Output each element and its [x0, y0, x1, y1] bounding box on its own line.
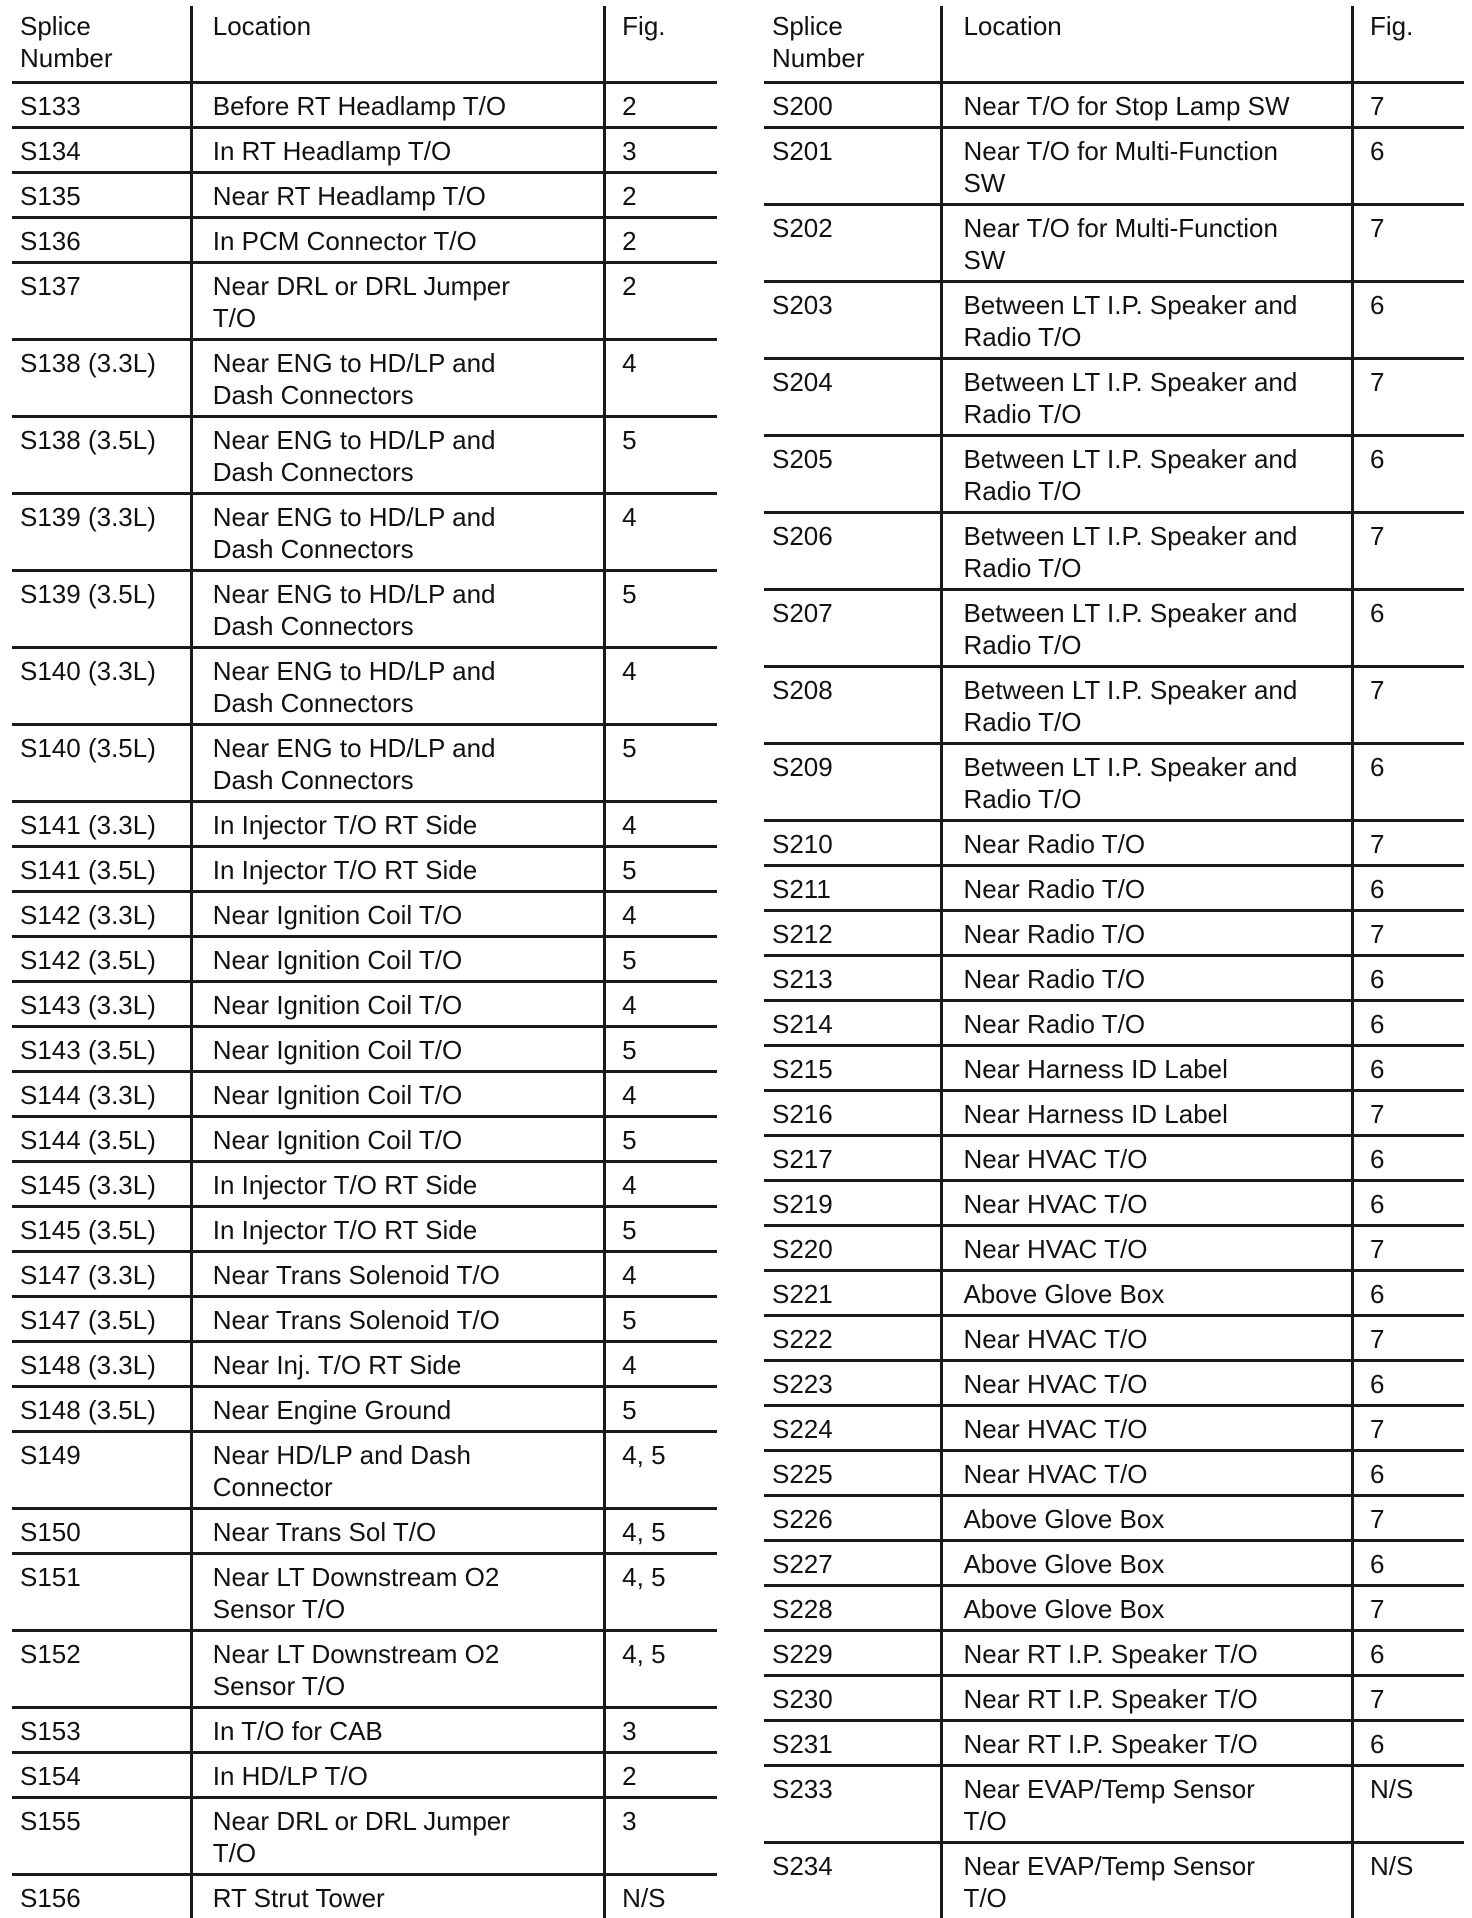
- fig-cell: 4, 5: [605, 1630, 717, 1707]
- splice-number-cell: S145 (3.3L): [12, 1161, 191, 1206]
- splice-number-cell: S229: [764, 1630, 942, 1675]
- fig-cell: 3: [605, 1707, 717, 1752]
- splice-number-cell: S143 (3.5L): [12, 1026, 191, 1071]
- splice-number-cell: S208: [764, 666, 942, 743]
- table-row: [12, 217, 717, 262]
- fig-cell: 6: [1352, 955, 1464, 1000]
- splice-number-cell: S151: [12, 1553, 191, 1630]
- table-row: [764, 1360, 1464, 1405]
- fig-cell: 7: [1352, 204, 1464, 281]
- splice-table-left: [12, 6, 717, 1918]
- table-row: [12, 339, 717, 416]
- fig-cell: 4, 5: [605, 1553, 717, 1630]
- table-row: [12, 1386, 717, 1431]
- location-cell: Near Ignition Coil T/O: [191, 936, 604, 981]
- fig-cell: 4: [605, 981, 717, 1026]
- splice-number-cell: S135: [12, 172, 191, 217]
- table-row: [764, 910, 1464, 955]
- table-row: [12, 1026, 717, 1071]
- fig-cell: 4: [605, 647, 717, 724]
- table-row: [764, 1630, 1464, 1675]
- location-cell: Above Glove Box: [942, 1540, 1353, 1585]
- fig-cell: 5: [605, 1026, 717, 1071]
- location-cell: Near HVAC T/O: [942, 1360, 1353, 1405]
- location-cell: Between LT I.P. Speaker and Radio T/O: [942, 358, 1353, 435]
- fig-cell: 7: [1352, 82, 1464, 127]
- location-cell: Near LT Downstream O2 Sensor T/O: [191, 1553, 604, 1630]
- location-cell: Near Radio T/O: [942, 820, 1353, 865]
- table-row: [764, 1495, 1464, 1540]
- splice-number-cell: S205: [764, 435, 942, 512]
- location-cell: Above Glove Box: [942, 1585, 1353, 1630]
- splice-number-cell: S230: [764, 1675, 942, 1720]
- fig-cell: 2: [605, 262, 717, 339]
- location-cell: Near Radio T/O: [942, 955, 1353, 1000]
- location-cell: Near T/O for Multi-Function SW: [942, 204, 1353, 281]
- splice-number-cell: S137: [12, 262, 191, 339]
- table-row: [764, 1585, 1464, 1630]
- fig-cell: 7: [1352, 1225, 1464, 1270]
- fig-cell: 6: [1352, 865, 1464, 910]
- fig-cell: 7: [1352, 910, 1464, 955]
- table-row: [12, 1116, 717, 1161]
- splice-number-cell: S202: [764, 204, 942, 281]
- splice-number-cell: S207: [764, 589, 942, 666]
- fig-cell: 2: [605, 217, 717, 262]
- table-row: [12, 1431, 717, 1508]
- table-row: [764, 1720, 1464, 1765]
- table-row: [12, 127, 717, 172]
- fig-cell: 7: [1352, 1495, 1464, 1540]
- splice-number-cell: S224: [764, 1405, 942, 1450]
- fig-cell: 4: [605, 1341, 717, 1386]
- splice-number-cell: S221: [764, 1270, 942, 1315]
- location-cell: Between LT I.P. Speaker and Radio T/O: [942, 589, 1353, 666]
- table-row: [12, 1341, 717, 1386]
- fig-cell: 2: [605, 172, 717, 217]
- header-fig: Fig.: [1352, 6, 1464, 82]
- splice-number-cell: S142 (3.5L): [12, 936, 191, 981]
- splice-number-cell: S134: [12, 127, 191, 172]
- splice-number-cell: S217: [764, 1135, 942, 1180]
- header-splice-number: Splice Number: [12, 6, 191, 82]
- splice-number-cell: S141 (3.5L): [12, 846, 191, 891]
- table-row: [12, 1071, 717, 1116]
- fig-cell: 6: [1352, 127, 1464, 204]
- splice-number-cell: S155: [12, 1797, 191, 1874]
- location-cell: Near HVAC T/O: [942, 1135, 1353, 1180]
- fig-cell: 5: [605, 936, 717, 981]
- header-location: Location: [942, 6, 1353, 82]
- table-row: [764, 865, 1464, 910]
- location-cell: Between LT I.P. Speaker and Radio T/O: [942, 281, 1353, 358]
- splice-number-cell: S206: [764, 512, 942, 589]
- location-cell: Near Ignition Coil T/O: [191, 1026, 604, 1071]
- table-row: [764, 204, 1464, 281]
- splice-number-cell: S233: [764, 1765, 942, 1842]
- splice-table-left-body: [12, 82, 717, 1918]
- fig-cell: 5: [605, 570, 717, 647]
- location-cell: Near HD/LP and Dash Connector: [191, 1431, 604, 1508]
- splice-number-cell: S139 (3.5L): [12, 570, 191, 647]
- table-row: [12, 1797, 717, 1874]
- location-cell: Near DRL or DRL Jumper T/O: [191, 1797, 604, 1874]
- table-row: [764, 1675, 1464, 1720]
- location-cell: Near DRL or DRL Jumper T/O: [191, 262, 604, 339]
- table-header-row: [764, 6, 1464, 82]
- fig-cell: 6: [1352, 743, 1464, 820]
- location-cell: Near Ignition Coil T/O: [191, 1071, 604, 1116]
- location-cell: Near Engine Ground: [191, 1386, 604, 1431]
- fig-cell: 2: [605, 82, 717, 127]
- fig-cell: 3: [605, 127, 717, 172]
- table-row: [764, 358, 1464, 435]
- location-cell: Near T/O for Stop Lamp SW: [942, 82, 1353, 127]
- table-row: [764, 1090, 1464, 1135]
- table-row: [764, 1315, 1464, 1360]
- table-row: [12, 1752, 717, 1797]
- fig-cell: 6: [1352, 435, 1464, 512]
- location-cell: Near ENG to HD/LP and Dash Connectors: [191, 570, 604, 647]
- location-cell: Near T/O for Multi-Function SW: [942, 127, 1353, 204]
- location-cell: Near RT I.P. Speaker T/O: [942, 1675, 1353, 1720]
- splice-number-cell: S140 (3.3L): [12, 647, 191, 724]
- table-row: [764, 1135, 1464, 1180]
- table-header-row: [12, 6, 717, 82]
- splice-number-cell: S213: [764, 955, 942, 1000]
- table-row: [764, 1225, 1464, 1270]
- fig-cell: 4: [605, 801, 717, 846]
- fig-cell: 6: [1352, 1180, 1464, 1225]
- table-row: [12, 1251, 717, 1296]
- table-row: [764, 512, 1464, 589]
- splice-number-cell: S225: [764, 1450, 942, 1495]
- table-row: [12, 1630, 717, 1707]
- fig-cell: 6: [1352, 1540, 1464, 1585]
- table-row: [12, 1874, 717, 1918]
- location-cell: Near Trans Solenoid T/O: [191, 1251, 604, 1296]
- table-row: [12, 846, 717, 891]
- fig-cell: N/S: [605, 1874, 717, 1918]
- table-row: [764, 281, 1464, 358]
- table-row: [12, 493, 717, 570]
- fig-cell: 5: [605, 1206, 717, 1251]
- header-splice-number: Splice Number: [764, 6, 942, 82]
- table-row: [764, 1540, 1464, 1585]
- table-row: [12, 1553, 717, 1630]
- location-cell: Near Ignition Coil T/O: [191, 981, 604, 1026]
- fig-cell: 6: [1352, 281, 1464, 358]
- fig-cell: 7: [1352, 1090, 1464, 1135]
- location-cell: Near Ignition Coil T/O: [191, 1116, 604, 1161]
- splice-number-cell: S140 (3.5L): [12, 724, 191, 801]
- fig-cell: 2: [605, 1752, 717, 1797]
- location-cell: Between LT I.P. Speaker and Radio T/O: [942, 666, 1353, 743]
- location-cell: Near RT I.P. Speaker T/O: [942, 1720, 1353, 1765]
- location-cell: Before RT Headlamp T/O: [191, 82, 604, 127]
- location-cell: Near Ignition Coil T/O: [191, 891, 604, 936]
- location-cell: Near Radio T/O: [942, 1000, 1353, 1045]
- location-cell: Between LT I.P. Speaker and Radio T/O: [942, 512, 1353, 589]
- fig-cell: 7: [1352, 512, 1464, 589]
- location-cell: Between LT I.P. Speaker and Radio T/O: [942, 743, 1353, 820]
- splice-number-cell: S144 (3.3L): [12, 1071, 191, 1116]
- location-cell: Near HVAC T/O: [942, 1225, 1353, 1270]
- table-row: [764, 1180, 1464, 1225]
- splice-number-cell: S148 (3.5L): [12, 1386, 191, 1431]
- location-cell: Near RT Headlamp T/O: [191, 172, 604, 217]
- location-cell: Near ENG to HD/LP and Dash Connectors: [191, 493, 604, 570]
- location-cell: Near Trans Solenoid T/O: [191, 1296, 604, 1341]
- splice-number-cell: S148 (3.3L): [12, 1341, 191, 1386]
- splice-number-cell: S209: [764, 743, 942, 820]
- splice-number-cell: S216: [764, 1090, 942, 1135]
- fig-cell: 6: [1352, 1135, 1464, 1180]
- location-cell: Near RT I.P. Speaker T/O: [942, 1630, 1353, 1675]
- table-row: [12, 1707, 717, 1752]
- table-row: [764, 955, 1464, 1000]
- table-row: [764, 1842, 1464, 1918]
- splice-number-cell: S211: [764, 865, 942, 910]
- splice-number-cell: S133: [12, 82, 191, 127]
- fig-cell: 4: [605, 1251, 717, 1296]
- splice-number-cell: S228: [764, 1585, 942, 1630]
- splice-number-cell: S141 (3.3L): [12, 801, 191, 846]
- splice-number-cell: S153: [12, 1707, 191, 1752]
- splice-number-cell: S138 (3.5L): [12, 416, 191, 493]
- splice-number-cell: S142 (3.3L): [12, 891, 191, 936]
- location-cell: In Injector T/O RT Side: [191, 846, 604, 891]
- table-row: [764, 1765, 1464, 1842]
- table-row: [764, 820, 1464, 865]
- fig-cell: 5: [605, 1296, 717, 1341]
- location-cell: Near ENG to HD/LP and Dash Connectors: [191, 339, 604, 416]
- splice-number-cell: S214: [764, 1000, 942, 1045]
- header-location: Location: [191, 6, 604, 82]
- fig-cell: 6: [1352, 1270, 1464, 1315]
- table-row: [12, 647, 717, 724]
- fig-cell: 4: [605, 1161, 717, 1206]
- splice-number-cell: S231: [764, 1720, 942, 1765]
- fig-cell: 5: [605, 416, 717, 493]
- fig-cell: 4: [605, 339, 717, 416]
- splice-number-cell: S210: [764, 820, 942, 865]
- table-row: [764, 1000, 1464, 1045]
- fig-cell: 6: [1352, 1045, 1464, 1090]
- location-cell: Near HVAC T/O: [942, 1450, 1353, 1495]
- splice-number-cell: S204: [764, 358, 942, 435]
- splice-number-cell: S227: [764, 1540, 942, 1585]
- splice-number-cell: S156: [20, 1882, 81, 1913]
- splice-number-cell: S152: [12, 1630, 191, 1707]
- location-cell: Near Harness ID Label: [942, 1090, 1353, 1135]
- splice-number-cell: S144 (3.5L): [12, 1116, 191, 1161]
- table-row: [12, 724, 717, 801]
- fig-cell: 7: [1352, 1585, 1464, 1630]
- table-row: [764, 1450, 1464, 1495]
- table-row: [12, 801, 717, 846]
- splice-number-cell: S149: [12, 1431, 191, 1508]
- fig-cell: 7: [1352, 1405, 1464, 1450]
- splice-number-cell: S220: [764, 1225, 942, 1270]
- location-cell: In T/O for CAB: [191, 1707, 604, 1752]
- splice-number-cell: S201: [764, 127, 942, 204]
- splice-number-cell: S234: [772, 1850, 833, 1881]
- location-cell: In HD/LP T/O: [191, 1752, 604, 1797]
- table-row: [12, 1161, 717, 1206]
- fig-cell: N/S: [1352, 1765, 1464, 1842]
- splice-number-cell: S200: [764, 82, 942, 127]
- splice-number-cell: S145 (3.5L): [12, 1206, 191, 1251]
- fig-cell: 6: [1352, 1630, 1464, 1675]
- fig-cell: 7: [1352, 358, 1464, 435]
- fig-cell: 4: [605, 1071, 717, 1116]
- table-row: [12, 1206, 717, 1251]
- location-cell: Above Glove Box: [942, 1495, 1353, 1540]
- table-row: [764, 435, 1464, 512]
- splice-number-cell: S215: [764, 1045, 942, 1090]
- splice-number-cell: S147 (3.3L): [12, 1251, 191, 1296]
- location-cell: Near ENG to HD/LP and Dash Connectors: [191, 416, 604, 493]
- table-row: [764, 666, 1464, 743]
- location-cell: Near Radio T/O: [942, 910, 1353, 955]
- fig-cell: N/S: [1352, 1842, 1464, 1918]
- table-row: [764, 1270, 1464, 1315]
- location-cell: In PCM Connector T/O: [191, 217, 604, 262]
- fig-cell: 5: [605, 1116, 717, 1161]
- location-cell: In RT Headlamp T/O: [191, 127, 604, 172]
- splice-number-cell: S223: [764, 1360, 942, 1405]
- location-cell: In Injector T/O RT Side: [191, 801, 604, 846]
- table-row: [12, 1508, 717, 1553]
- location-cell: Near ENG to HD/LP and Dash Connectors: [191, 724, 604, 801]
- location-cell: Near HVAC T/O: [942, 1315, 1353, 1360]
- location-cell: Near HVAC T/O: [942, 1405, 1353, 1450]
- splice-table-right-body: [764, 82, 1464, 1918]
- location-cell: RT Strut Tower: [191, 1874, 604, 1918]
- splice-number-cell: S150: [12, 1508, 191, 1553]
- location-cell: Near Harness ID Label: [942, 1045, 1353, 1090]
- fig-cell: 7: [1352, 666, 1464, 743]
- splice-number-cell: S147 (3.5L): [12, 1296, 191, 1341]
- location-cell: Near Inj. T/O RT Side: [191, 1341, 604, 1386]
- fig-cell: 4, 5: [605, 1431, 717, 1508]
- table-row: [12, 172, 717, 217]
- fig-cell: 5: [605, 1386, 717, 1431]
- table-row: [764, 1405, 1464, 1450]
- fig-cell: 6: [1352, 1720, 1464, 1765]
- table-row: [12, 82, 717, 127]
- location-cell: Near ENG to HD/LP and Dash Connectors: [191, 647, 604, 724]
- fig-cell: 5: [605, 724, 717, 801]
- location-cell: Near EVAP/Temp Sensor T/O: [942, 1842, 1353, 1918]
- table-row: [764, 743, 1464, 820]
- splice-number-cell: S143 (3.3L): [12, 981, 191, 1026]
- table-row: [12, 1296, 717, 1341]
- location-cell: Above Glove Box: [942, 1270, 1353, 1315]
- fig-cell: 7: [1352, 820, 1464, 865]
- splice-number-cell: S138 (3.3L): [12, 339, 191, 416]
- header-fig: Fig.: [605, 6, 717, 82]
- table-row: [12, 262, 717, 339]
- location-cell: In Injector T/O RT Side: [191, 1161, 604, 1206]
- fig-cell: 7: [1352, 1675, 1464, 1720]
- fig-cell: 6: [1352, 1000, 1464, 1045]
- fig-cell: 4: [605, 493, 717, 570]
- location-cell: Near Trans Sol T/O: [191, 1508, 604, 1553]
- location-cell: Between LT I.P. Speaker and Radio T/O: [942, 435, 1353, 512]
- fig-cell: 6: [1352, 589, 1464, 666]
- table-row: [764, 589, 1464, 666]
- fig-cell: 7: [1352, 1315, 1464, 1360]
- splice-number-cell: S203: [764, 281, 942, 358]
- splice-number-cell: S139 (3.3L): [12, 493, 191, 570]
- fig-cell: 5: [605, 846, 717, 891]
- table-row: [12, 981, 717, 1026]
- table-row: [12, 891, 717, 936]
- splice-number-cell: S226: [764, 1495, 942, 1540]
- fig-cell: 6: [1352, 1450, 1464, 1495]
- fig-cell: 6: [1352, 1360, 1464, 1405]
- location-cell: Near EVAP/Temp Sensor T/O: [942, 1765, 1353, 1842]
- table-row: [12, 936, 717, 981]
- location-cell: Near HVAC T/O: [942, 1180, 1353, 1225]
- table-row: [764, 82, 1464, 127]
- table-row: [12, 570, 717, 647]
- splice-number-cell: S212: [764, 910, 942, 955]
- table-row: [764, 127, 1464, 204]
- fig-cell: 3: [605, 1797, 717, 1874]
- location-cell: In Injector T/O RT Side: [191, 1206, 604, 1251]
- table-row: [12, 416, 717, 493]
- fig-cell: 4: [605, 891, 717, 936]
- fig-cell: 4, 5: [605, 1508, 717, 1553]
- splice-number-cell: S222: [764, 1315, 942, 1360]
- splice-number-cell: S219: [764, 1180, 942, 1225]
- splice-number-cell: S136: [12, 217, 191, 262]
- splice-table-right: [764, 6, 1464, 1918]
- location-cell: Near Radio T/O: [942, 865, 1353, 910]
- splice-number-cell: S154: [12, 1752, 191, 1797]
- location-cell: Near LT Downstream O2 Sensor T/O: [191, 1630, 604, 1707]
- table-row: [764, 1045, 1464, 1090]
